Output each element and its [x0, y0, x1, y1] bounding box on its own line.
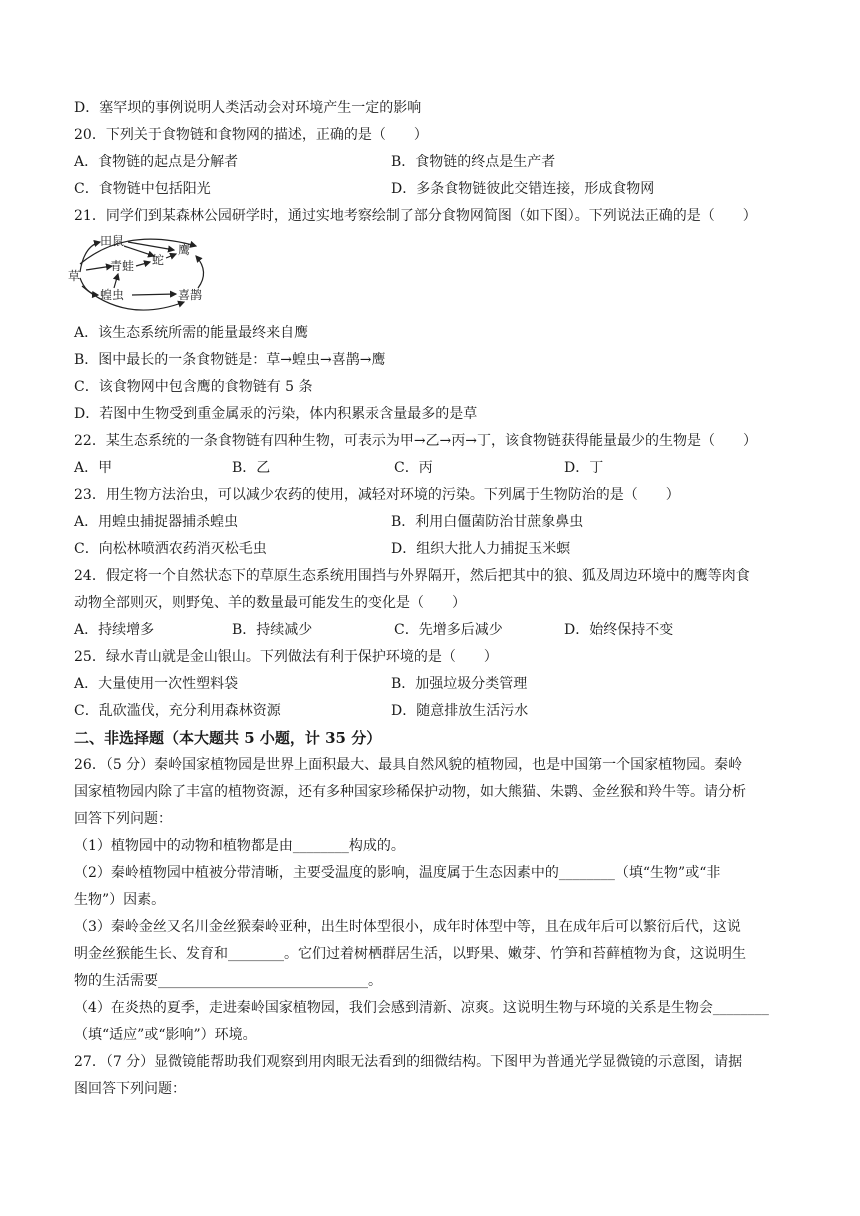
food-web-diagram [66, 232, 216, 312]
arrow-frog-snake [136, 262, 150, 266]
q25-option-b: B．加强垃圾分类管理 [391, 676, 528, 692]
q20-option-c: C．食物链中包括阳光 [74, 181, 211, 197]
q20-option-b: B．食物链的终点是生产者 [391, 154, 556, 170]
q23-option-b: B．利用白僵菌防治甘蔗象鼻虫 [391, 514, 584, 530]
q26-sub2-line1: （2）秦岭植物园中植被分带清晰，主要受温度的影响，温度属于生态因素中的________（填“生物”或“非 [74, 865, 721, 881]
node-snake: 蛇 [152, 253, 165, 267]
arrow-vole-eagle [128, 242, 174, 250]
q27-stem-line1: 27．（7 分）显微镜能帮助我们观察到用肉眼无法看到的细微结构。下图甲为普通光学显微镜的示意图，请据 [74, 1054, 743, 1070]
q25-option-a: A．大量使用一次性塑料袋 [74, 676, 239, 692]
q26-stem-line3: 回答下列问题： [74, 811, 172, 827]
q25-option-c: C．乱砍滥伐，充分利用森林资源 [74, 703, 281, 719]
q26-sub3-line2: 明金丝猴能生长、发育和________。它们过着树栖群居生活，以野果、嫩芽、竹笋和苔藓植物为食，这说明生 [74, 946, 746, 962]
q22-option-c: C．丙 [394, 460, 433, 476]
q27-stem-line2: 图回答下列问题： [74, 1081, 186, 1097]
q24-stem-line1: 24．假定将一个自然状态下的草原生态系统用围挡与外界隔开，然后把其中的狼、狐及周边环境中的鹰等肉食 [74, 568, 750, 584]
q25-option-d: D．随意排放生活污水 [391, 703, 529, 719]
node-frog: 青蛙 [110, 259, 135, 273]
q26-sub1: （1）植物园中的动物和植物都是由________构成的。 [74, 838, 405, 854]
q21-option-b: B．图中最长的一条食物链是：草→蝗虫→喜鹊→鹰 [74, 352, 386, 368]
node-magpie: 喜鹊 [178, 288, 203, 302]
q26-sub3-line1: （3）秦岭金丝又名川金丝猴秦岭亚种，出生时体型很小，成年时体型中等，且在成年后可以繁衍后代，这说 [74, 919, 741, 935]
arrow-locust-frog [114, 274, 118, 288]
section-heading: 二、非选择题（本大题共 5 小题，计 35 分） [74, 729, 382, 747]
q21-option-a: A．该生态系统所需的能量最终来自鹰 [74, 325, 309, 341]
q26-sub3-line3: 物的生活需要______________________________。 [74, 973, 382, 989]
q24-stem-line2: 动物全部则灭，则野兔、羊的数量最可能发生的变化是（ ） [74, 595, 466, 611]
q25-stem: 25．绿水青山就是金山银山。下列做法有利于保护环境的是（ ） [74, 649, 498, 665]
arrow-magpie-eagle [196, 256, 204, 288]
q24-option-d: D．始终保持不变 [564, 622, 674, 638]
arrow-grass-frog [86, 266, 112, 270]
q24-option-c: C．先增多后减少 [394, 622, 503, 638]
q22-stem: 22．某生态系统的一条食物链有四种生物，可表示为甲→乙→丙→丁，该食物链获得能量最少的生物是（ ） [74, 433, 758, 449]
q21-stem: 21．同学们到某森林公园研学时，通过实地考察绘制了部分食物网简图（如下图）。下列说法正确的是（ ） [74, 208, 757, 224]
arrow-outer-bottom [82, 286, 184, 310]
node-grass: 草 [68, 269, 81, 283]
q20-option-a: A．食物链的起点是分解者 [74, 154, 239, 170]
arrow-locust-magpie [132, 294, 176, 295]
arrow-vole-snake [124, 246, 154, 256]
q21-option-d: D．若图中生物受到重金属汞的污染，体内积累汞含量最多的是草 [74, 406, 478, 422]
q26-sub2-line2: 生物”）因素。 [74, 892, 166, 908]
q23-option-c: C．向松林喷洒农药消灭松毛虫 [74, 541, 267, 557]
q20-option-d: D．多条食物链彼此交错连接，形成食物网 [391, 181, 655, 197]
q24-option-a: A．持续增多 [74, 622, 155, 638]
q26-stem-line1: 26．（5 分）秦岭国家植物园是世界上面积最大、最具自然风貌的植物园，也是中国第一个国家植物园。秦岭 [74, 757, 743, 773]
q19-option-d: D．塞罕坝的事例说明人类活动会对环境产生一定的影响 [74, 100, 422, 116]
q22-option-a: A．甲 [74, 460, 113, 476]
arrow-snake-eagle [166, 254, 176, 258]
node-locust: 蝗虫 [100, 288, 125, 302]
q23-option-d: D．组织大批人力捕捉玉米螟 [391, 541, 571, 557]
q26-stem-line2: 国家植物园内除了丰富的植物资源，还有多种国家珍稀保护动物，如大熊猫、朱鹮、金丝猴和羚牛等。请分析 [74, 784, 746, 800]
q20-stem: 20．下列关于食物链和食物网的描述，正确的是（ ） [74, 127, 428, 143]
q22-option-d: D．丁 [564, 460, 604, 476]
q21-option-c: C．该食物网中包含鹰的食物链有 5 条 [74, 379, 313, 395]
q22-option-b: B．乙 [232, 460, 271, 476]
q23-stem: 23．用生物方法治虫，可以减少农药的使用，减轻对环境的污染。下列属于生物防治的是（ ） [74, 487, 680, 503]
q26-sub4-line2: （填“适应”或“影响”）环境。 [74, 1027, 257, 1043]
node-vole: 田鼠 [100, 234, 125, 248]
q24-option-b: B．持续减少 [232, 622, 313, 638]
q26-sub4-line1: （4）在炎热的夏季，走进秦岭国家植物园，我们会感到清新、凉爽。这说明生物与环境的关系是生物会________ [74, 1000, 769, 1016]
q23-option-a: A．用蝗虫捕捉器捕杀蝗虫 [74, 514, 239, 530]
node-eagle: 鹰 [178, 243, 191, 257]
